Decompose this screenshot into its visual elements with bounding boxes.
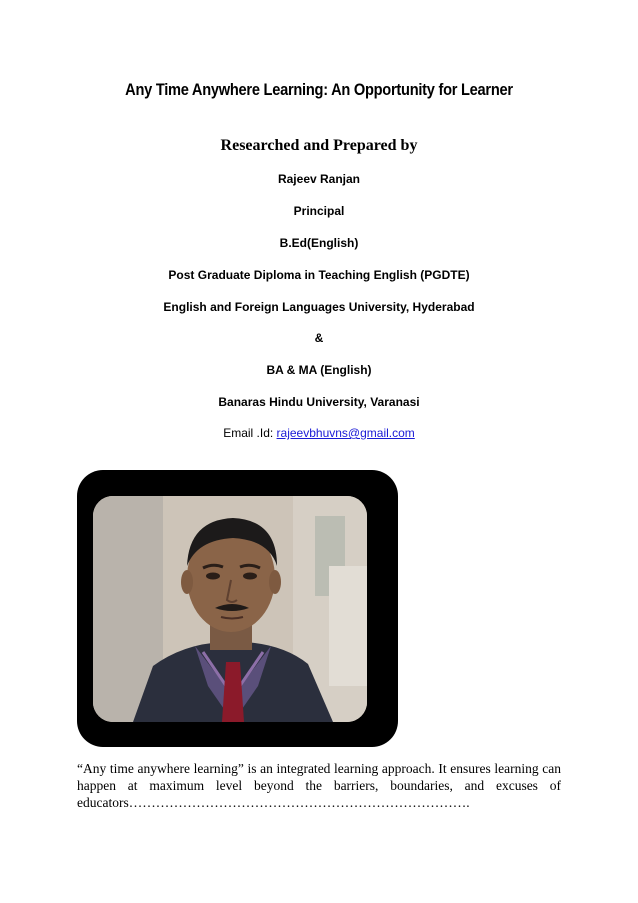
document-title: Any Time Anywhere Learning: An Opportunity for Learner	[125, 80, 513, 99]
email-line	[0, 426, 638, 440]
author-designation: Principal	[293, 204, 345, 218]
author-name: Rajeev Ranjan	[277, 172, 361, 186]
intro-paragraph: “Any time anywhere learning” is an integrated learning approach. It ensures learning can happen at maximum level beyond the barriers, boundaries, and excuses of educators………………………………………………………………….	[77, 761, 561, 810]
author-degree-bed: B.Ed(English)	[279, 236, 359, 250]
author-university-bhu: Banaras Hindu University, Varanasi	[218, 395, 420, 409]
email-link[interactable]: rajeevbhuvns@gmail.com	[276, 426, 415, 440]
author-degree-pgdte: Post Graduate Diploma in Teaching English (PGDTE)	[168, 268, 470, 282]
author-university-efl: English and Foreign Languages University, Hyderabad	[163, 300, 475, 314]
ampersand-separator: &	[314, 331, 324, 345]
author-photo	[93, 496, 367, 722]
author-photo-frame	[77, 470, 398, 747]
prepared-by-heading: Researched and Prepared by	[220, 137, 418, 154]
author-portrait-image	[93, 496, 367, 722]
email-label: Email .Id:	[223, 426, 277, 440]
author-degree-ba-ma: BA & MA (English)	[266, 363, 372, 377]
